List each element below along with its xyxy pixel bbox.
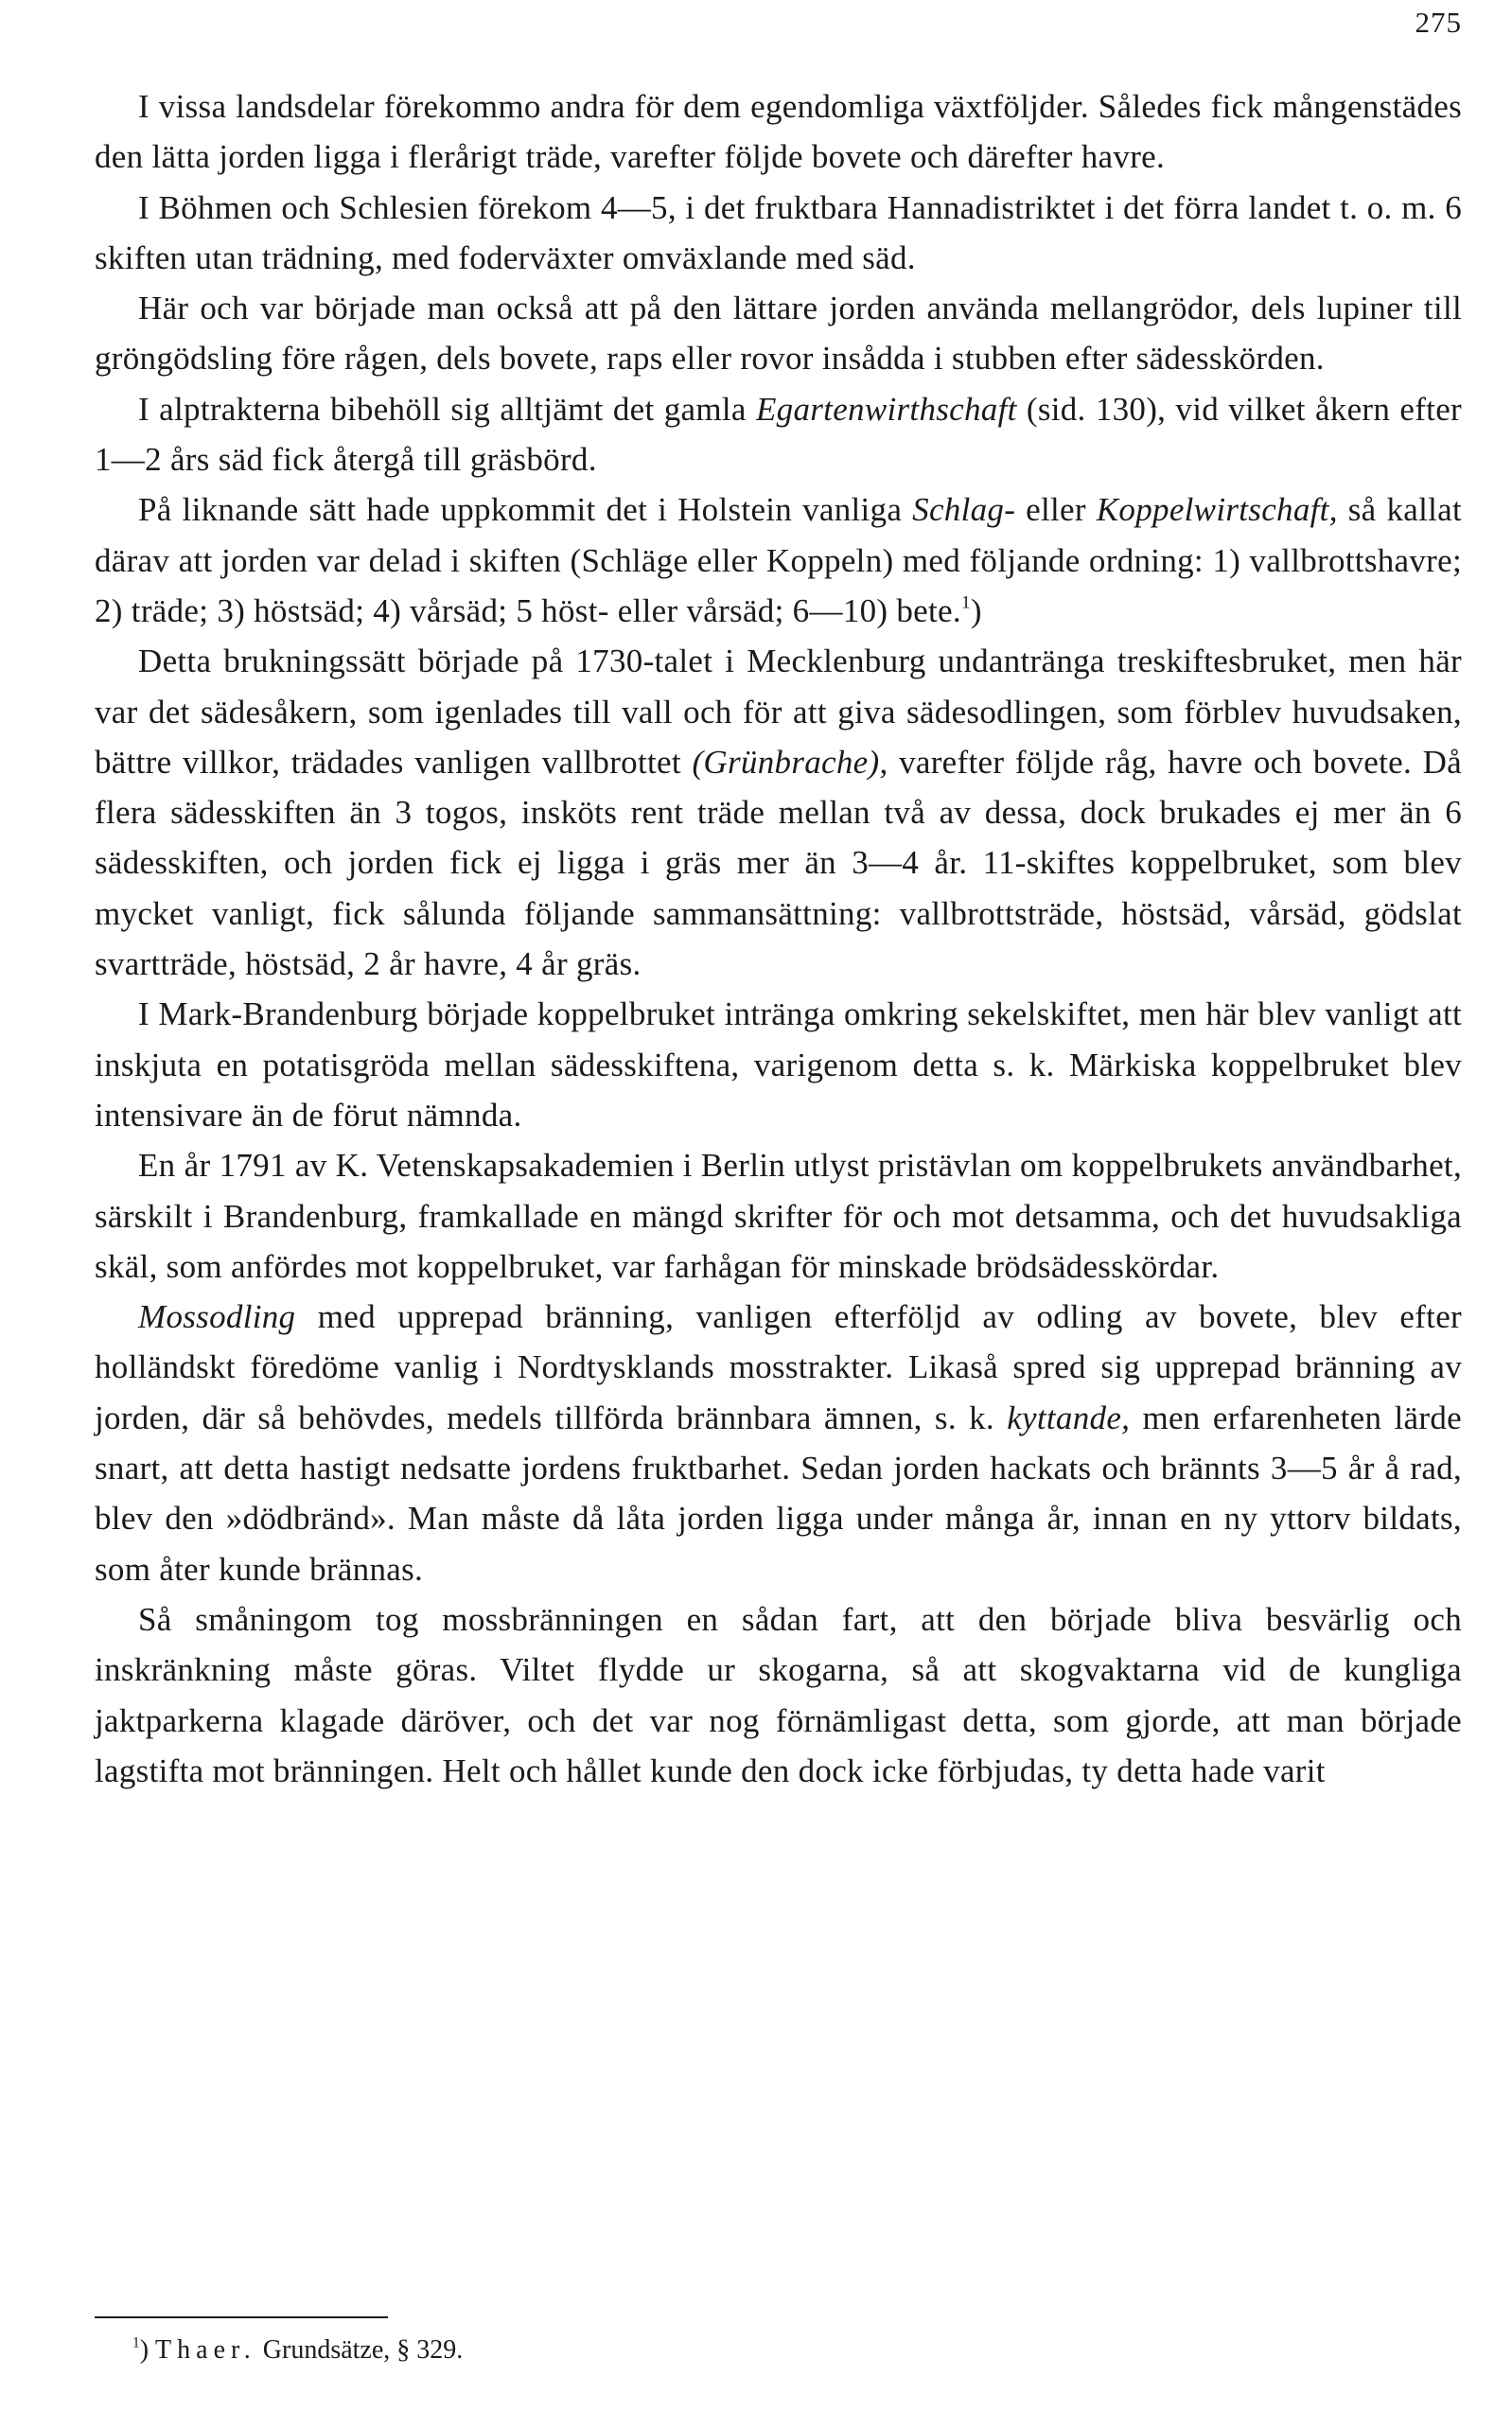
footnote-marker: 1 (960, 592, 971, 613)
italic-term: Egartenwirthschaft (755, 390, 1017, 428)
footnote-divider (95, 2316, 388, 2318)
page (95, 0, 1462, 2411)
paragraph: En år 1791 av K. Vetenskapsakademien i Berlin utlyst pristävlan om koppelbrukets användbarhet, särskilt i Brandenburg, framkallade en mängd skrifter för och mot detsamma, och det huvudsakliga skäl, som anfördes mot koppelbruket, var farhågan för minskade brödsädesskördar. (95, 1147, 1462, 1285)
body-text (95, 81, 1462, 1796)
italic-term: Schlag- (912, 491, 1016, 529)
page-number: 275 (1415, 6, 1462, 39)
paragraph: Här och var började man också att på den lättare jorden använda mellangrödor, dels lupiner till gröngödsling före rågen, dels bovete, raps eller rovor insådda i stubben efter sädesskörden. (95, 290, 1462, 378)
footnote: $^1$) Thaer. Grundsätze, § 329. (132, 2334, 464, 2365)
paragraph: I Mark-Brandenburg började koppelbruket intränga omkring sekelskiftet, men här blev vanligt att inskjuta en potatisgröda mellan sädesskiftena, varigenom detta s. k. Märkiska koppelbruket blev intensivare än de förut nämnda. (95, 995, 1462, 1134)
paragraph: På liknande sätt hade uppkommit det i Holstein vanliga Schlag- eller Koppelwirtschaft, så kallat därav att jorden var delad i skiften (Schläge eller Koppeln) med följande ordning: 1) vallbrottshavre; 2) träde; 3) höstsäd; 4) vårsäd; 5 höst- eller vårsäd; 6—10) bete.$^1$) (95, 491, 1462, 629)
paragraph: Mossodling med upprepad bränning, vanligen efterföljd av odling av bovete, blev efter holländskt föredöme vanlig i Nordtysklands mosstrakter. Likaså spred sig upprepad bränning av jorden, där så behövdes, medels tillförda brännbara ämnen, s. k. kyttande, men erfarenheten lärde snart, att detta hastigt nedsatte jordens fruktbarhet. Sedan jorden hackats och brännts 3—5 år å rad, blev den »dödbränd». Man måste då låta jorden ligga under många år, innan en ny yttorv bildats, som åter kunde brännas. (95, 1298, 1462, 1588)
italic-term: (Grünbrache), (692, 743, 888, 781)
paragraph: I alptrakterna bibehöll sig alltjämt det gamla Egartenwirthschaft (sid. 130), vid vilket åkern efter 1—2 års säd fick återgå till gräsbörd. (95, 390, 1463, 479)
paragraph: I vissa landsdelar förekommo andra för dem egendomliga växtföljder. Således fick mångenstädes den lätta jorden ligga i flerårigt träde, varefter följde bovete och därefter havre. (95, 88, 1462, 176)
paragraph: Så småningom tog mossbränningen en sådan fart, att den började bliva besvärlig och inskränkning måste göras. Viltet flydde ur skogarna, så att skogvaktarna vid de kungliga jaktparkerna klagade däröver, och det var nog förnämligast detta, som gjorde, att man började lagstifta mot bränningen. Helt och hållet kunde den dock icke förbjudas, ty detta hade varit (95, 1600, 1462, 1789)
italic-term: Koppelwirtschaft, (1096, 491, 1338, 529)
footnote-number: 1 (132, 2334, 140, 2351)
paragraph: Detta brukningssätt började på 1730-talet i Mecklenburg undantränga treskiftesbruket, men här var det sädesåkern, som igenlades till vall och för att giva sädesodlingen, som förblev huvudsaken, bättre villkor, trädades vanligen vallbrottet (Grünbrache), varefter följde råg, havre och bovete. Då flera sädesskiften än 3 togos, insköts rent träde mellan två av dessa, dock brukades ej mer än 6 sädesskiften, och jorden fick ej ligga i gräs mer än 3—4 år. 11-skiftes koppelbruket, som blev mycket vanligt, fick sålunda följande sammansättning: vallbrottsträde, höstsäd, vårsäd, gödslat svartträde, höstsäd, 2 år havre, 4 år gräs. (95, 642, 1462, 983)
footnote-work: Grundsätze, (262, 2335, 391, 2365)
italic-term: kyttande, (1007, 1399, 1131, 1436)
footnote-author: Thaer. (155, 2335, 256, 2365)
footnote-ref: § 329. (396, 2335, 464, 2365)
italic-term: Mossodling (138, 1298, 296, 1336)
paragraph: I Böhmen och Schlesien förekom 4—5, i det fruktbara Hannadistriktet i det förra landet t. o. m. 6 skiften utan trädning, med foderväxter omväxlande med säd. (95, 188, 1462, 276)
